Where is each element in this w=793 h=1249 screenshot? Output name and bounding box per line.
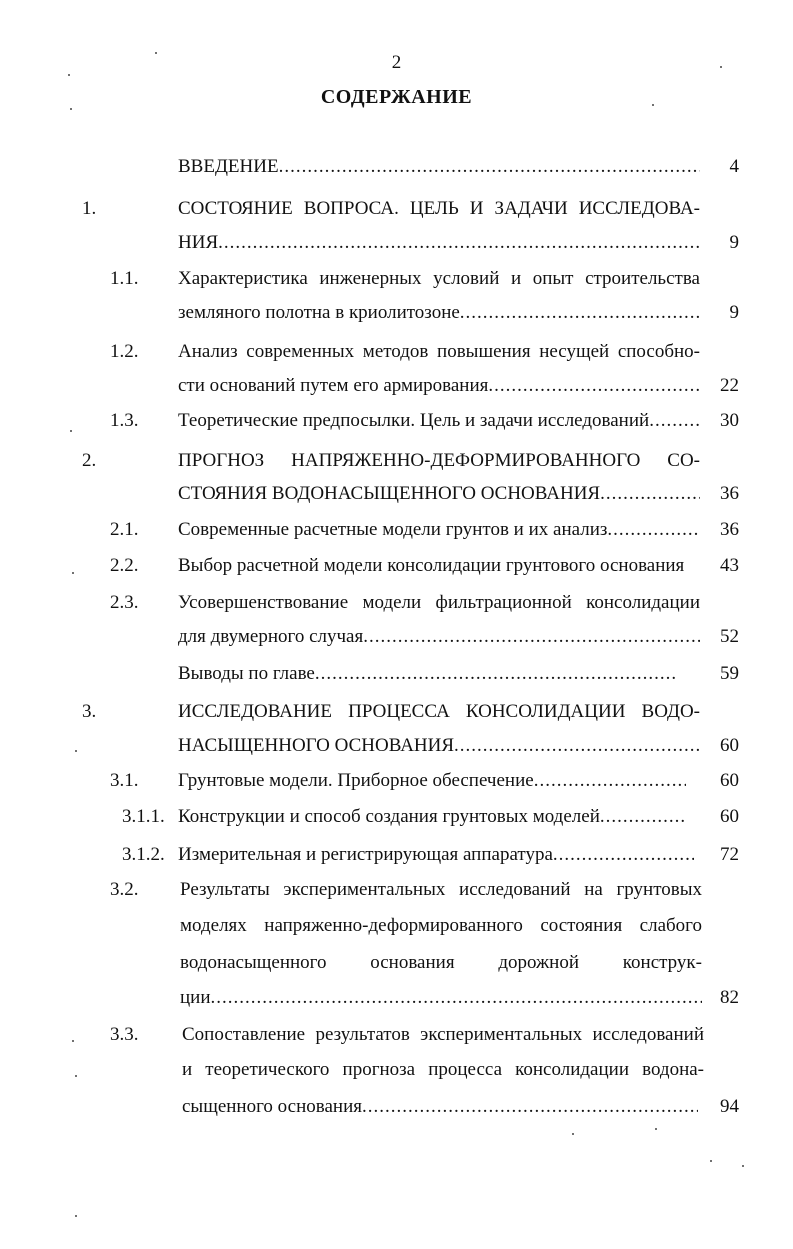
toc-entry [178,802,686,832]
toc-entry-title-cont [178,228,700,258]
toc-entry-number: 1.2. [110,341,139,362]
toc-entry-title: Результаты экспериментальных исследований на грунтовых [180,879,702,900]
leader-dots [218,228,700,258]
toc-entry-title: Теоретические предпосылки. Цель и задачи исследований [178,410,650,431]
toc-entry-title: ции [180,987,211,1008]
scan-speck [70,108,72,110]
toc-entry-title: моделях напряженно-деформированного состояния слабого [180,915,702,936]
toc-entry-page: 60 [720,735,739,756]
toc-entry-title: для двумерного случая [178,626,364,647]
toc-entry-number: 2. [82,450,97,471]
toc-entry-page: 72 [720,844,739,865]
toc-entry-number: 3.1.2. [122,844,165,865]
toc-entry-page: 43 [720,555,739,576]
toc-entry-title: Анализ современных методов повышения несущей способно- [178,341,700,362]
toc-entry-title: ИССЛЕДОВАНИЕ ПРОЦЕССА КОНСОЛИДАЦИИ ВОДО- [178,701,700,722]
scan-speck [75,1075,77,1077]
toc-entry [178,659,676,689]
toc-entry-page: 9 [729,232,739,253]
toc-entry-title: Выводы по главе [178,663,315,684]
toc-entry-title: Измерительная и регистрирующая аппаратура [178,844,553,865]
leader-dots [211,983,702,1013]
toc-entry-title: ВВЕДЕНИЕ [178,156,279,177]
scan-speck [572,1133,574,1135]
toc-entry-page: 22 [720,375,739,396]
toc-entry-page: 94 [720,1096,739,1117]
toc-entry-page: 60 [720,806,739,827]
leader-dots [607,515,700,545]
toc-entry-title: сти оснований путем его армирования [178,375,489,396]
toc-entry-number: 2.2. [110,555,139,576]
toc-entry-title: Грунтовые модели. Приборное обеспечение [178,770,534,791]
scan-speck [70,430,72,432]
toc-entry-title: НИЯ [178,232,219,253]
toc-entry-title-cont [178,371,700,401]
leader-dots [534,766,686,796]
toc-entry-page: 59 [720,663,739,684]
toc-entry-title: Сопоставление результатов экспериментальных исследований [182,1024,704,1045]
toc-entry-number: 1.1. [110,268,139,289]
toc-entry-page: 52 [720,626,739,647]
toc-entry-number: 3.2. [110,879,139,900]
toc-entry-title: НАСЫЩЕННОГО ОСНОВАНИЯ [178,735,455,756]
scan-speck [75,1215,77,1217]
toc-entry-title: СОСТОЯНИЕ ВОПРОСА. ЦЕЛЬ И ЗАДАЧИ ИССЛЕДОВА- [178,198,700,219]
scan-speck [155,52,157,54]
toc-entry-title: водонасыщенного основания дорожной конструк- [180,952,702,973]
toc-entry-number: 2.1. [110,519,139,540]
toc-entry-title-cont [178,479,700,509]
scan-speck [652,104,654,106]
scan-speck [720,66,722,68]
toc-entry-title-cont [178,622,700,652]
scan-speck [655,1128,657,1130]
toc-entry-number: 1.3. [110,410,139,431]
toc-entry-page: 36 [720,519,739,540]
toc-entry-page: 9 [729,302,739,323]
scan-speck [710,1160,712,1162]
page-number: 2 [391,52,402,73]
leader-dots [600,479,700,509]
toc-entry [178,840,694,870]
toc-entry-title-cont [178,298,700,328]
leader-dots [315,659,676,689]
toc-entry-number: 3.1. [110,770,139,791]
leader-dots [553,840,694,870]
scan-speck [75,750,77,752]
scan-speck [72,572,74,574]
toc-entry [178,515,700,545]
leader-dots [454,731,700,761]
toc-entry-title: ПРОГНОЗ НАПРЯЖЕННО-ДЕФОРМИРОВАННОГО СО- [178,450,700,471]
toc-entry-title: и теоретического прогноза процесса консолидации водона- [182,1059,704,1080]
toc-entry-page: 4 [729,156,739,177]
toc-entry-title: СТОЯНИЯ ВОДОНАСЫЩЕННОГО ОСНОВАНИЯ [178,483,601,504]
toc-entry-title: сыщенного основания [182,1096,362,1117]
toc-entry-title: Выбор расчетной модели консолидации грунтового основания [178,555,685,576]
toc-entry-title: Характеристика инженерных условий и опыт строительства [178,268,700,289]
leader-dots [279,152,700,182]
toc-entry-number: 3. [82,701,97,722]
toc-entry [178,406,700,436]
toc-entry-title-cont [178,731,700,761]
toc-entry-page: 82 [720,987,739,1008]
toc-entry-number: 1. [82,198,97,219]
toc-entry [178,766,686,796]
leader-dots [649,406,700,436]
toc-entry-title: земляного полотна в криолитозоне [178,302,460,323]
leader-dots [460,298,700,328]
toc-entry-title: Усовершенствование модели фильтрационной консолидации [178,592,700,613]
page-title: СОДЕРЖАНИЕ [320,86,473,108]
toc-entry-page: 60 [720,770,739,791]
toc-entry-page: 36 [720,483,739,504]
toc-entry-title: Современные расчетные модели грунтов и их анализ [178,519,608,540]
toc-entry-number: 3.3. [110,1024,139,1045]
leader-dots [363,622,700,652]
toc-entry-title-cont [180,983,702,1013]
toc-entry-number: 2.3. [110,592,139,613]
toc-entry-title-cont [182,1092,698,1122]
toc-entry-introduction [178,152,700,182]
toc-entry-number: 3.1.1. [122,806,165,827]
leader-dots [488,371,700,401]
toc-entry-page: 30 [720,410,739,431]
scan-speck [68,74,70,76]
toc-entry-title: Конструкции и способ создания грунтовых моделей [178,806,600,827]
scan-speck [742,1165,744,1167]
leader-dots [600,802,686,832]
scan-speck [72,1040,74,1042]
leader-dots [362,1092,698,1122]
